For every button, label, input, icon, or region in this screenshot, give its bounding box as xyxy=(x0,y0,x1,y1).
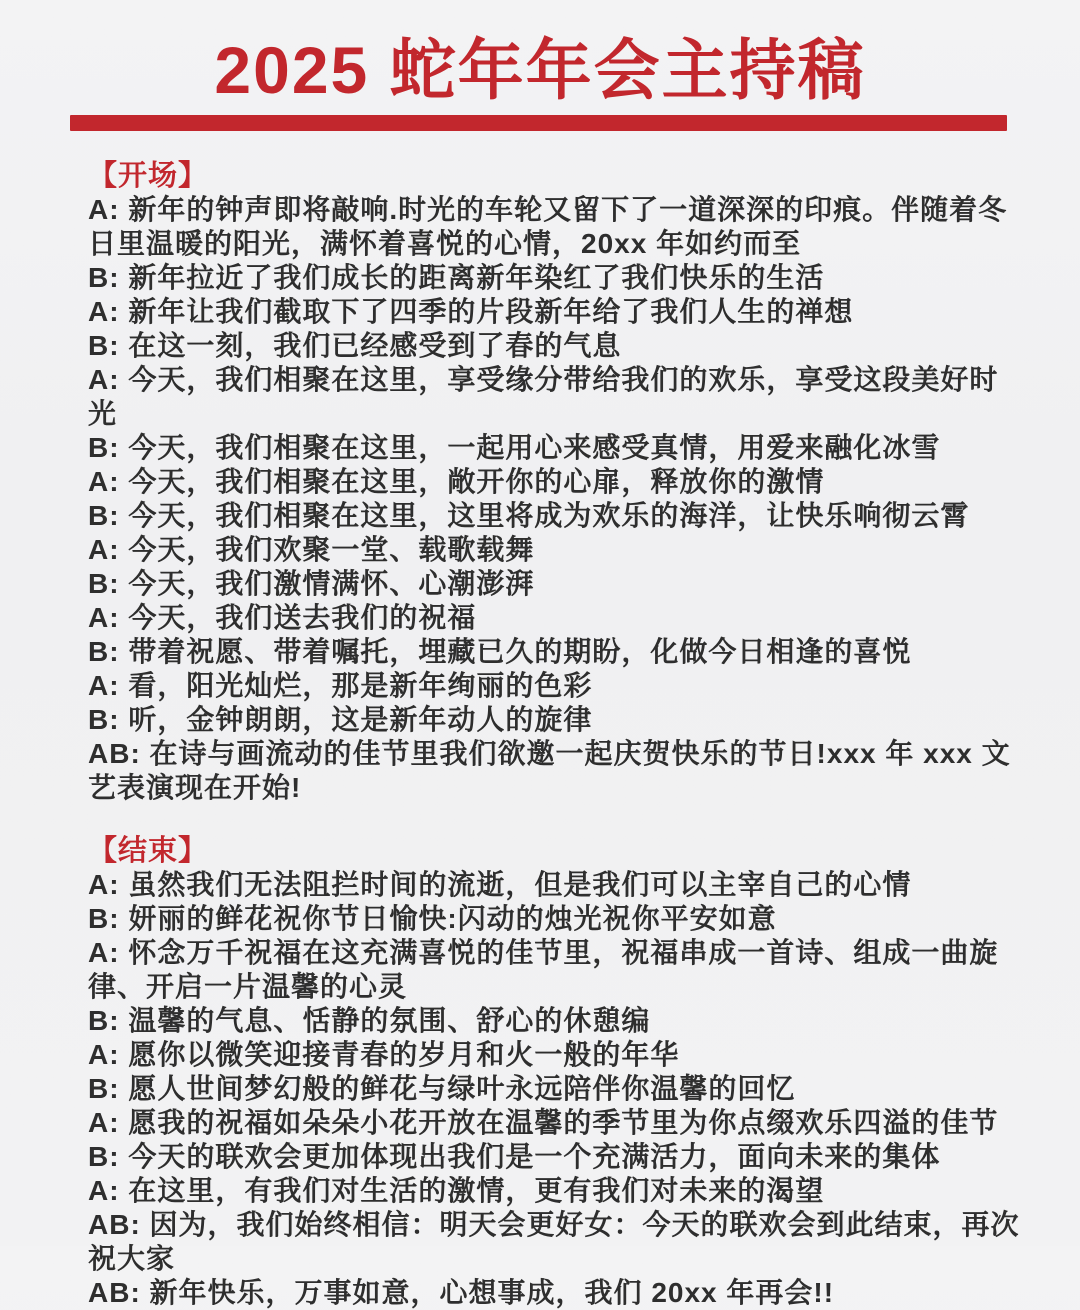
line-text: 今天，我们相聚在这里，这里将成为欢乐的海洋，让快乐响彻云霄 xyxy=(128,499,970,531)
speaker-label: B: xyxy=(88,902,120,934)
section-heading-ending: 【结束】 xyxy=(88,834,209,867)
line-text: 带着祝愿、带着嘱托，埋藏已久的期盼，化做今日相逢的喜悦 xyxy=(128,635,912,667)
speaker-label: B: xyxy=(88,703,120,735)
speaker-label: A: xyxy=(88,936,120,968)
speaker-label: B: xyxy=(88,329,120,361)
speaker-label: A: xyxy=(88,193,120,225)
line-text: 今天，我们送去我们的祝福 xyxy=(128,601,477,633)
speaker-label: B: xyxy=(88,635,120,667)
speaker-label: B: xyxy=(88,499,120,531)
line-text: 妍丽的鲜花祝你节日愉快:闪动的烛光祝你平安如意 xyxy=(128,902,777,934)
line-text: 今天，我们相聚在这里，一起用心来感受真情，用爱来融化冰雪 xyxy=(128,431,941,463)
script-line xyxy=(88,1140,1024,1174)
speaker-label: A: xyxy=(88,295,120,327)
line-text: 看，阳光灿烂，那是新年绚丽的色彩 xyxy=(128,669,593,701)
line-text: 愿人世间梦幻般的鲜花与绿叶永远陪伴你温馨的回忆 xyxy=(128,1072,796,1104)
script-line xyxy=(88,567,1024,601)
speaker-label: B: xyxy=(88,431,120,463)
script-line xyxy=(88,1004,1024,1038)
script-line xyxy=(88,1276,1024,1310)
script-line xyxy=(88,1174,1024,1208)
speaker-label: A: xyxy=(88,868,120,900)
script-line xyxy=(88,936,1024,1004)
script-line xyxy=(88,363,1024,431)
line-text: 在诗与画流动的佳节里我们欲邀一起庆贺快乐的节日!xxx 年 xxx 文艺表演现在开始! xyxy=(88,737,1011,803)
script-line xyxy=(88,295,1024,329)
script-line xyxy=(88,1208,1024,1276)
script-line xyxy=(88,329,1024,363)
line-text: 听，金钟朗朗，这是新年动人的旋律 xyxy=(128,703,593,735)
section-ending xyxy=(88,834,1024,1310)
line-text: 愿我的祝福如朵朵小花开放在温馨的季节里为你点缀欢乐四溢的佳节 xyxy=(128,1106,999,1138)
section-opening xyxy=(88,159,1024,805)
script-line xyxy=(88,431,1024,465)
speaker-label: A: xyxy=(88,1038,120,1070)
page-title: 2025 蛇年年会主持稿 xyxy=(214,33,866,107)
line-text: 新年拉近了我们成长的距离新年染红了我们快乐的生活 xyxy=(128,261,825,293)
speaker-label: A: xyxy=(88,533,120,565)
script-line xyxy=(88,635,1024,669)
script-line xyxy=(88,1072,1024,1106)
script-line xyxy=(88,499,1024,533)
script-line xyxy=(88,261,1024,295)
line-text: 今天，我们相聚在这里，敞开你的心扉，释放你的激情 xyxy=(128,465,825,497)
line-text: 今天，我们欢聚一堂、载歌载舞 xyxy=(128,533,535,565)
line-text: 温馨的气息、恬静的氛围、舒心的休憩编 xyxy=(128,1004,651,1036)
speaker-label: AB: xyxy=(88,1276,141,1308)
title-underline-bar xyxy=(70,115,1007,131)
line-text: 虽然我们无法阻拦时间的流逝，但是我们可以主宰自己的心情 xyxy=(128,868,912,900)
script-line xyxy=(88,703,1024,737)
speaker-label: B: xyxy=(88,567,120,599)
script-line xyxy=(88,737,1024,805)
line-text: 在这一刻，我们已经感受到了春的气息 xyxy=(128,329,622,361)
speaker-label: A: xyxy=(88,669,120,701)
script-line xyxy=(88,1038,1024,1072)
speaker-label: B: xyxy=(88,1140,120,1172)
speaker-label: B: xyxy=(88,1004,120,1036)
line-text: 今天，我们激情满怀、心潮澎湃 xyxy=(128,567,535,599)
speaker-label: A: xyxy=(88,465,120,497)
script-line xyxy=(88,193,1024,261)
line-text: 在这里，有我们对生活的激情，更有我们对未来的渴望 xyxy=(128,1174,825,1206)
speaker-label: AB: xyxy=(88,1208,141,1240)
speaker-label: A: xyxy=(88,601,120,633)
line-text: 新年的钟声即将敲响.时光的车轮又留下了一道深深的印痕。伴随着冬日里温暖的阳光，满怀着喜悦的心情，20xx 年如约而至 xyxy=(88,193,1008,259)
speaker-label: A: xyxy=(88,363,120,395)
speaker-label: A: xyxy=(88,1106,120,1138)
line-text: 今天，我们相聚在这里，享受缘分带给我们的欢乐，享受这段美好时光 xyxy=(88,363,999,429)
speaker-label: A: xyxy=(88,1174,120,1206)
script-line xyxy=(88,465,1024,499)
line-text: 新年让我们截取下了四季的片段新年给了我们人生的禅想 xyxy=(128,295,854,327)
line-text: 新年快乐，万事如意，心想事成，我们 20xx 年再会!! xyxy=(149,1276,835,1308)
script-line xyxy=(88,902,1024,936)
speaker-label: AB: xyxy=(88,737,141,769)
script-line xyxy=(88,669,1024,703)
speaker-label: B: xyxy=(88,1072,120,1104)
script-line xyxy=(88,601,1024,635)
script-line xyxy=(88,1106,1024,1140)
line-text: 因为，我们始终相信：明天会更好女：今天的联欢会到此结束，再次祝大家 xyxy=(88,1208,1020,1274)
script-line xyxy=(88,868,1024,902)
line-text: 怀念万千祝福在这充满喜悦的佳节里，祝福串成一首诗、组成一曲旋律、开启一片温馨的心灵 xyxy=(88,936,999,1002)
script-line xyxy=(88,533,1024,567)
line-text: 今天的联欢会更加体现出我们是一个充满活力，面向未来的集体 xyxy=(128,1140,941,1172)
speaker-label: B: xyxy=(88,261,120,293)
line-text: 愿你以微笑迎接青春的岁月和火一般的年华 xyxy=(128,1038,680,1070)
script-body xyxy=(88,159,1024,1310)
section-heading-opening: 【开场】 xyxy=(88,159,209,192)
